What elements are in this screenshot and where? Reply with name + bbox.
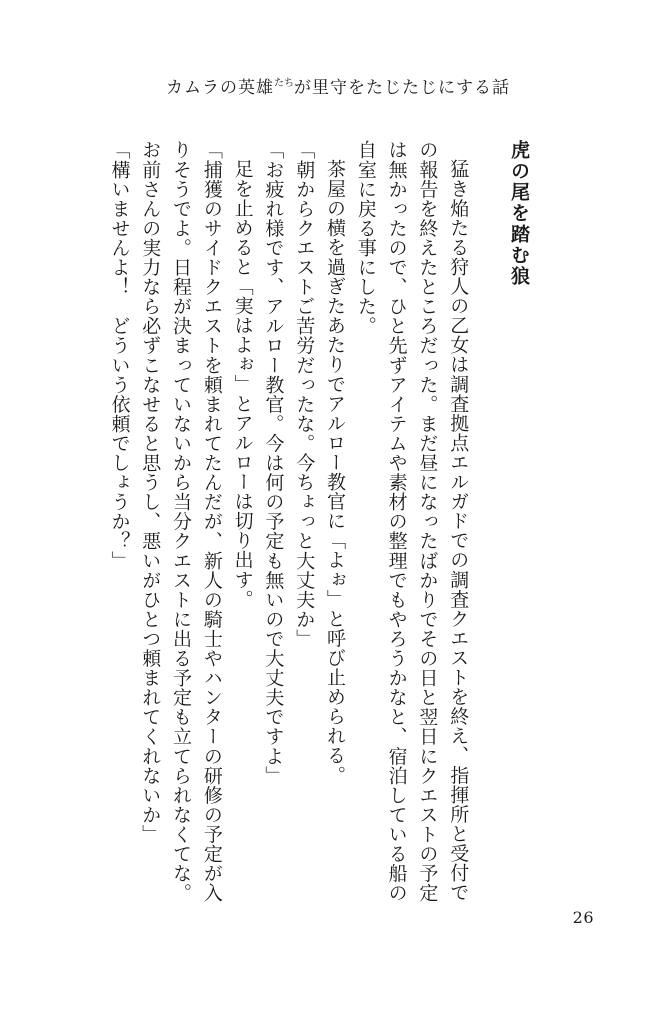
running-header-title-rest: が里守をたじたじにする話 [294,78,510,98]
running-header [166,78,510,101]
paragraph-dialogue: 「構いませんよ！ どういう依頼でしょうか？」 [108,140,131,571]
paragraph-dialogue: 「朝からクエストご苦労だったな。今ちょっと大丈夫か」 [293,140,316,649]
vertical-text-block [94,140,534,910]
chapter-title: 虎の尾を踏む狼 [508,140,530,287]
paragraph-dialogue: 「お疲れ様です、アルロー教官。今は何の予定も無いので大丈夫ですよ」 [262,140,285,786]
paragraph-narration: 茶屋の横を過ぎたあたりでアルロー教官に「よぉ」と呼び止められる。 [324,159,347,785]
paragraph-dialogue: 「捕獲のサイドクエストを頼まれてたんだが、新人の騎士やハンターの研修の予定が入りそうでよ。日程が決まっていないから当分クエストに出る予定も立てられなくてな。お前さんの実力なら必ずこなせると思うし、悪いがひとつ頼まれてくれないか」 [139,140,223,903]
paragraph-narration: 猛き焔たる狩人の乙女は調査拠点エルガドでの調査クエストを終え、指揮所と受付での報告を終えたところだった。まだ昼になったばかりでその日と翌日にクエストの予定は無かったので、ひと先ずアイテムや素材の整理でもやろうかなと、宿泊している船の自室に戻る事にした。 [354,140,470,903]
running-header-ruby: たち [274,78,294,89]
running-header-title: カムラの英雄 [166,78,274,98]
paragraph-narration: 足を止めると「実はよぉ」とアルローは切り出す。 [231,159,254,609]
page-number: 26 [572,908,594,927]
